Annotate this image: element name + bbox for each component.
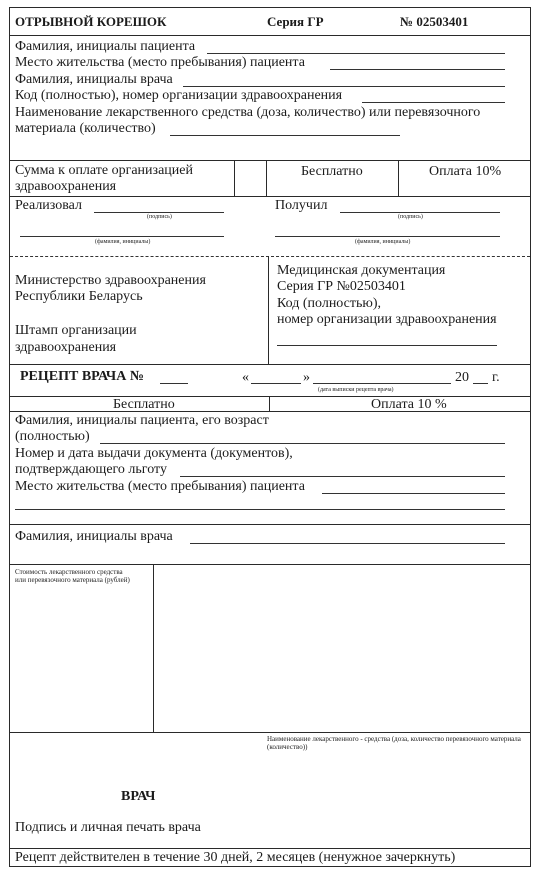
- patient-label-2: (полностью): [15, 429, 90, 444]
- divider: [269, 396, 270, 411]
- quote-close: »: [303, 370, 310, 385]
- prescription-title: РЕЦЕПТ ВРАЧА №: [20, 369, 144, 384]
- stub-series: Серия ГР: [267, 14, 324, 29]
- prescription-number-field[interactable]: [160, 383, 188, 384]
- med-doc-series: Серия ГР №02503401: [277, 279, 406, 294]
- signature-caption: (подпись): [398, 214, 423, 220]
- stub-doctor-name-field[interactable]: [183, 86, 505, 87]
- divider: [268, 256, 269, 364]
- document-label: Номер и дата выдачи документа (документов),: [15, 446, 293, 461]
- validity-note: Рецепт действителен в течение 30 дней, 2 месяцев (ненужное зачеркнуть): [15, 850, 456, 865]
- residence-field-line-2[interactable]: [15, 509, 505, 510]
- stub-sold-signature-field[interactable]: [94, 212, 224, 213]
- divider: [10, 524, 530, 525]
- fullname-caption: (фамилия, инициалы): [95, 239, 151, 245]
- doctor-title: ВРАЧ: [121, 789, 156, 804]
- stub-pay10-label: Оплата 10%: [429, 164, 502, 179]
- ministry-label: Министерство здравоохранения: [15, 273, 206, 288]
- divider: [266, 160, 267, 196]
- patient-name-field[interactable]: [100, 443, 505, 444]
- cost-cell[interactable]: [10, 564, 153, 732]
- stub-number: № 02503401: [400, 14, 469, 29]
- stub-received-signature-field[interactable]: [340, 212, 500, 213]
- date-caption: (дата выписки рецепта врача): [318, 387, 394, 393]
- org-number-field[interactable]: [277, 345, 497, 346]
- stub-doctor-name-label: Фамилия, инициалы врача: [15, 72, 173, 87]
- benefit-document-field[interactable]: [180, 476, 505, 477]
- med-doc-code: Код (полностью),: [277, 296, 381, 311]
- cost-label: Стоимость лекарственного средства или перевязочного материала (рублей): [15, 568, 130, 584]
- stamp-label-2: здравоохранения: [15, 340, 117, 355]
- divider: [10, 35, 530, 36]
- divider: [10, 732, 530, 733]
- year-prefix: 20: [455, 370, 469, 385]
- ministry-label-2: Республики Беларусь: [15, 289, 143, 304]
- stub-received-name-field[interactable]: [275, 236, 500, 237]
- stub-patient-residence-field[interactable]: [330, 69, 505, 70]
- date-day-field[interactable]: [251, 383, 301, 384]
- year-suffix: г.: [492, 370, 500, 385]
- stub-patient-name-label: Фамилия, инициалы пациента: [15, 39, 196, 54]
- divider: [10, 848, 530, 849]
- divider: [10, 160, 530, 161]
- tear-line: [10, 256, 530, 257]
- prescription-form: [9, 7, 531, 867]
- stub-org-code-label: Код (полностью), номер организации здравоохранения: [15, 88, 343, 103]
- divider: [10, 411, 530, 412]
- stub-drug-name-label: Наименование лекарственного средства (доза, количество) или перевязочного: [15, 105, 481, 120]
- stub-sold-name-field[interactable]: [20, 236, 224, 237]
- stub-payment-label: Сумма к оплате организацией: [15, 163, 193, 178]
- patient-label: Фамилия, инициалы пациента, его возраст: [15, 413, 269, 428]
- date-month-field[interactable]: [313, 383, 451, 384]
- signature-label: Подпись и личная печать врача: [15, 820, 201, 835]
- divider: [398, 160, 399, 196]
- med-doc-label: Медицинская документация: [277, 263, 446, 278]
- free-label: Бесплатно: [113, 397, 175, 412]
- stub-drug-name-label-2: материала (количество): [15, 121, 156, 136]
- stub-sold-label: Реализовал: [15, 198, 82, 213]
- drug-name-cell[interactable]: [153, 564, 530, 732]
- fullname-caption: (фамилия, инициалы): [355, 239, 411, 245]
- stub-patient-name-field[interactable]: [207, 53, 505, 54]
- divider: [10, 196, 530, 197]
- stub-received-label: Получил: [275, 198, 328, 213]
- doctor-name-field[interactable]: [190, 543, 505, 544]
- stub-payment-label-2: здравоохранения: [15, 179, 117, 194]
- doctor-label: Фамилия, инициалы врача: [15, 529, 173, 544]
- stub-patient-residence-label: Место жительства (место пребывания) пациента: [15, 55, 305, 70]
- stub-free-label: Бесплатно: [301, 164, 363, 179]
- stub-org-code-field[interactable]: [362, 102, 505, 103]
- divider: [10, 396, 530, 397]
- quote-open: «: [242, 370, 249, 385]
- stub-drug-name-field[interactable]: [170, 135, 400, 136]
- divider: [10, 364, 530, 365]
- residence-label: Место жительства (место пребывания) пациента: [15, 479, 305, 494]
- stub-title: ОТРЫВНОЙ КОРЕШОК: [15, 14, 167, 29]
- document-label-2: подтверждающего льготу: [15, 462, 167, 477]
- date-year-field[interactable]: [473, 383, 488, 384]
- stamp-label: Штамп организации: [15, 323, 137, 338]
- drug-caption: Наименование лекарственного - средства (доза, количество перевязочного материала (количество)): [267, 735, 521, 751]
- divider: [234, 160, 235, 196]
- signature-caption: (подпись): [147, 214, 172, 220]
- med-doc-org: номер организации здравоохранения: [277, 312, 497, 327]
- pay10-label: Оплата 10 %: [371, 397, 447, 412]
- residence-field[interactable]: [322, 493, 505, 494]
